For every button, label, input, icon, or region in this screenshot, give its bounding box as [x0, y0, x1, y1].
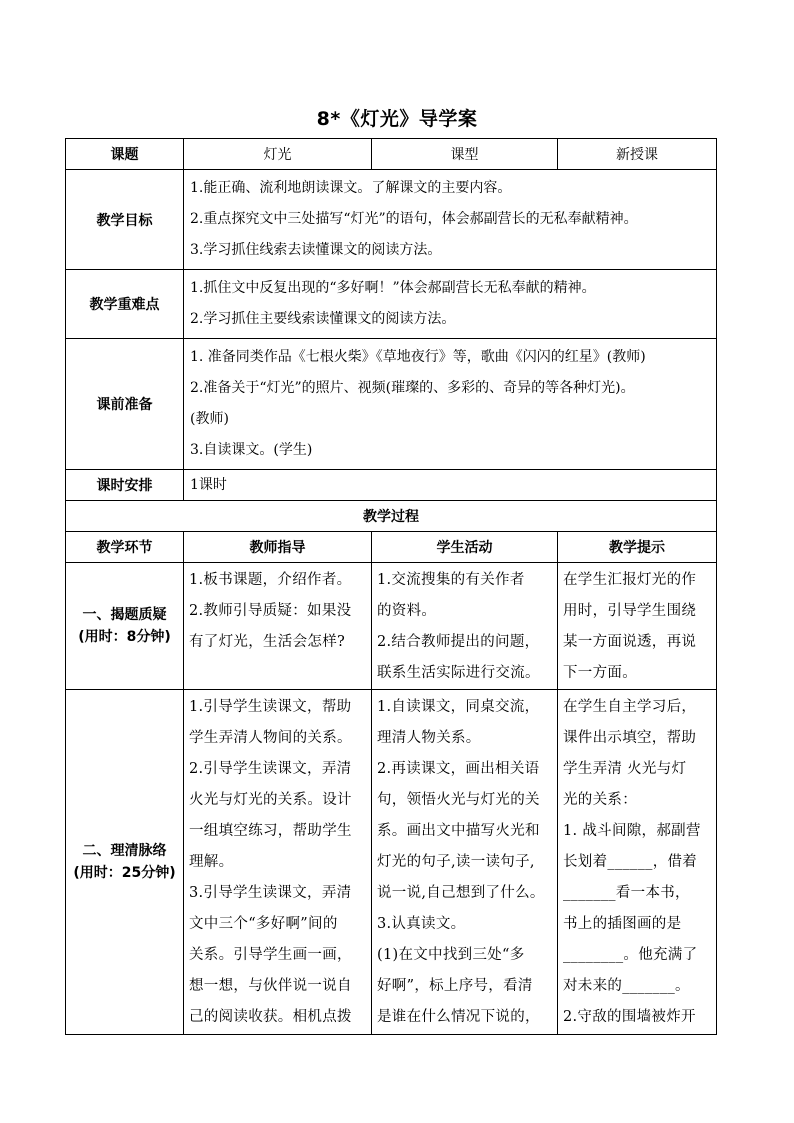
stage-row — [66, 563, 717, 690]
text-line: 理清人物关系。 — [377, 730, 481, 746]
text-line: 说一说,自己想到了什么。 — [377, 885, 545, 901]
key-points-label: 教学重难点 — [66, 270, 184, 339]
stage-time: (用时：8分钟) — [78, 629, 171, 645]
text-line: 课件出示填空，帮助 — [563, 730, 697, 746]
goal-item: 1.能正确、流利地朗读课文。了解课文的主要内容。 — [190, 180, 512, 196]
goals-label: 教学目标 — [66, 170, 184, 270]
text-line: 书上的插图画的是 — [563, 916, 682, 932]
text-line: 理解。 — [189, 854, 234, 870]
stage-name-cell — [66, 563, 184, 690]
goal-item: 2.重点探究文中三处描写“灯光”的语句，体会郝副营长的无私奉献精神。 — [190, 211, 638, 227]
page-title: 8*《灯光》导学案 — [316, 108, 478, 130]
preparation-item: (教师) — [190, 411, 229, 427]
text-line: 己的阅读收获。相机点拨 — [189, 1009, 352, 1025]
text-line: 系。画出文中描写火光和 — [377, 823, 540, 839]
text-line: 的资料。 — [377, 603, 437, 619]
stage-row — [66, 690, 717, 1035]
topic-label: 课题 — [66, 139, 184, 170]
text-line: 在学生自主学习后， — [563, 699, 697, 715]
text-line: 1.引导学生读课文，帮助 — [189, 699, 352, 715]
text-line: ________。他充满了 — [563, 947, 698, 963]
stage-name: 一、揭题质疑 — [82, 607, 167, 623]
column-header: 教学提示 — [558, 532, 717, 563]
preparation-content — [184, 339, 717, 470]
column-header: 教学环节 — [66, 532, 184, 563]
header-row — [66, 139, 717, 170]
text-line: 1.交流搜集的有关作者 — [377, 572, 525, 588]
text-line: 2.再读课文，画出相关语 — [377, 761, 540, 777]
text-line: 光的关系： — [563, 792, 637, 808]
text-line: 对未来的_______。 — [563, 978, 690, 994]
text-line: 2.结合教师提出的问题， — [377, 634, 540, 650]
text-line: 2.守敌的围墙被炸开 — [563, 1009, 696, 1025]
text-line: 某一方面说透，再说 — [563, 634, 697, 650]
text-line: 1.自读课文，同桌交流， — [377, 699, 540, 715]
preparation-item: 3.自读课文。(学生) — [190, 442, 313, 458]
student-activity — [372, 690, 558, 1035]
text-line: 想一想，与伙伴说一说自 — [189, 978, 352, 994]
text-line: 联系生活实际进行交流。 — [377, 665, 540, 681]
topic-value: 灯光 — [184, 139, 372, 170]
text-line: 关系。引导学生画一画， — [189, 947, 352, 963]
stage-name: 二、理清脉络 — [82, 843, 167, 859]
text-line: 3.认真读文。 — [377, 916, 466, 932]
text-line: 是谁在什么情况下说的， — [377, 1009, 540, 1025]
text-line: 一组填空练习，帮助学生 — [189, 823, 352, 839]
type-value: 新授课 — [558, 139, 717, 170]
text-line: 句，领悟火光与灯光的关 — [377, 792, 540, 808]
preparation-label: 课前准备 — [66, 339, 184, 470]
schedule-label: 课时安排 — [66, 470, 184, 501]
text-line: 有了灯光，生活会怎样? — [189, 634, 346, 650]
text-line: 在学生汇报灯光的作 — [563, 572, 697, 588]
text-line: 文中三个“多好啊”间的 — [189, 916, 338, 932]
stage-name-cell — [66, 690, 184, 1035]
preparation-item: 2.准备关于“灯光”的照片、视频(璀璨的、多彩的、奇异的等各种灯光)。 — [190, 380, 635, 396]
text-line: 3.引导学生读课文，弄清 — [189, 885, 352, 901]
text-line: _______看一本书， — [563, 885, 690, 901]
key-point-item: 2.学习抓住主要线索读懂课文的阅读方法。 — [190, 311, 456, 327]
teacher-guidance — [184, 690, 372, 1035]
text-line: 1.板书课题，介绍作者。 — [189, 572, 352, 588]
text-line: (1)在文中找到三处“多 — [377, 947, 525, 963]
key-points-row — [66, 270, 717, 339]
process-heading: 教学过程 — [66, 501, 717, 532]
text-line: 2.教师引导质疑：如果没 — [189, 603, 352, 619]
goal-item: 3.学习抓住线索去读懂课文的阅读方法。 — [190, 242, 442, 258]
process-columns-row — [66, 532, 717, 563]
preparation-row — [66, 339, 717, 470]
preparation-item: 1. 准备同类作品《七根火柴》《草地夜行》等，歌曲《闪闪的红星》(教师) — [190, 349, 646, 365]
teacher-guidance — [184, 563, 372, 690]
text-line: 学生弄清人物间的关系。 — [189, 730, 352, 746]
text-line: 灯光的句子,读一读句子, — [377, 854, 535, 870]
text-line: 2.引导学生读课文，弄清 — [189, 761, 352, 777]
teaching-tips — [558, 690, 717, 1035]
text-line: 长划着______，借着 — [563, 854, 698, 870]
process-heading-row — [66, 501, 717, 532]
column-header: 教师指导 — [184, 532, 372, 563]
lesson-plan-table — [65, 138, 717, 1035]
text-line: 火光与灯光的关系。设计 — [189, 792, 352, 808]
stage-time: (用时：25分钟) — [73, 865, 176, 881]
key-points-content — [184, 270, 717, 339]
goals-row — [66, 170, 717, 270]
text-line: 1. 战斗间隙，郝副营 — [563, 823, 701, 839]
schedule-value: 1课时 — [184, 470, 717, 501]
teaching-tips — [558, 563, 717, 690]
column-header: 学生活动 — [372, 532, 558, 563]
key-point-item: 1.抓住文中反复出现的“多好啊！”体会郝副营长无私奉献的精神。 — [190, 280, 596, 296]
goals-content — [184, 170, 717, 270]
text-line: 下一方面。 — [563, 665, 637, 681]
text-line: 学生弄清 火光与灯 — [563, 761, 687, 777]
student-activity — [372, 563, 558, 690]
text-line: 用时，引导学生围绕 — [563, 603, 697, 619]
schedule-row — [66, 470, 717, 501]
type-label: 课型 — [372, 139, 558, 170]
text-line: 好啊”，标上序号，看清 — [377, 978, 533, 994]
